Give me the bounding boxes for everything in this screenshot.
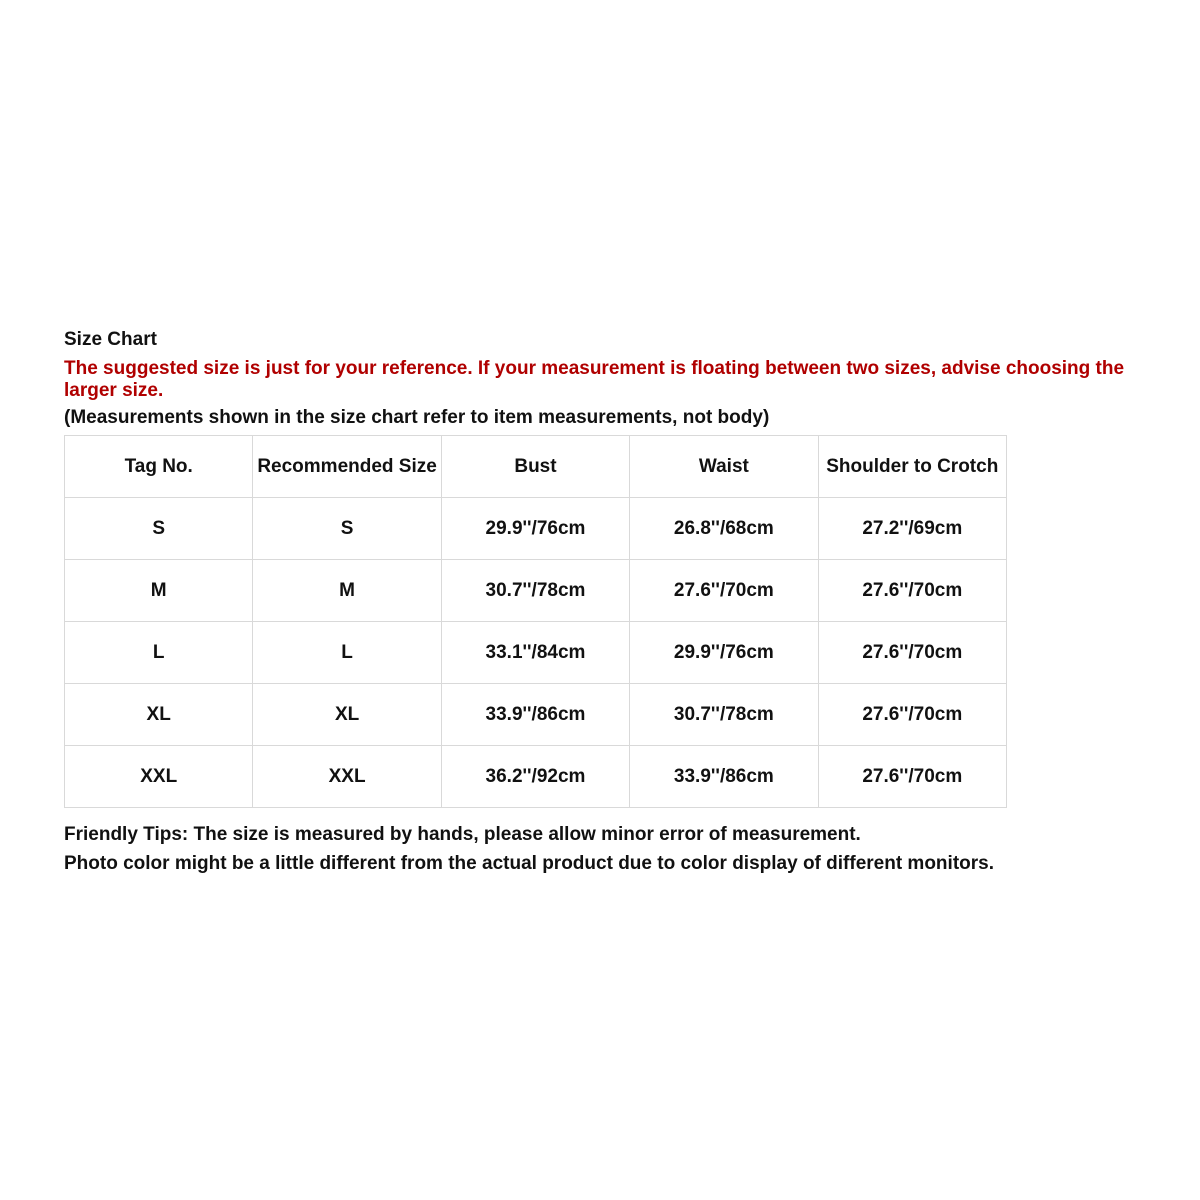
size-table (64, 435, 1007, 808)
cell-shoulder-to-crotch: 27.6''/70cm (818, 684, 1006, 746)
table-row (65, 560, 1007, 622)
cell-tag-no: XXL (65, 746, 253, 808)
table-row (65, 498, 1007, 560)
cell-tag-no: S (65, 498, 253, 560)
header-tag-no: Tag No. (65, 436, 253, 498)
tips-line-color: Photo color might be a little different from the actual product due to color display of different monitors. (64, 853, 994, 874)
page-title: Size Chart (64, 329, 157, 350)
cell-tag-no: L (65, 622, 253, 684)
header-waist: Waist (630, 436, 818, 498)
table-row (65, 622, 1007, 684)
header-recommended-size: Recommended Size (253, 436, 441, 498)
cell-recommended-size: XXL (253, 746, 441, 808)
header-shoulder-to-crotch: Shoulder to Crotch (818, 436, 1006, 498)
cell-bust: 30.7''/78cm (441, 560, 629, 622)
cell-recommended-size: L (253, 622, 441, 684)
measurement-note: (Measurements shown in the size chart refer to item measurements, not body) (64, 407, 770, 428)
cell-recommended-size: M (253, 560, 441, 622)
cell-tag-no: M (65, 560, 253, 622)
tips-line-measurement: Friendly Tips: The size is measured by hands, please allow minor error of measurement. (64, 824, 861, 845)
cell-waist: 27.6''/70cm (630, 560, 818, 622)
cell-bust: 33.9''/86cm (441, 684, 629, 746)
cell-tag-no: XL (65, 684, 253, 746)
friendly-tips (64, 820, 1154, 878)
cell-shoulder-to-crotch: 27.6''/70cm (818, 560, 1006, 622)
cell-waist: 30.7''/78cm (630, 684, 818, 746)
size-chart-panel (64, 328, 1154, 878)
cell-shoulder-to-crotch: 27.6''/70cm (818, 622, 1006, 684)
cell-shoulder-to-crotch: 27.6''/70cm (818, 746, 1006, 808)
header-bust: Bust (441, 436, 629, 498)
warning-text: The suggested size is just for your reference. If your measurement is floating between two sizes, advise choosing the larger size. (64, 358, 1125, 401)
cell-waist: 26.8''/68cm (630, 498, 818, 560)
cell-bust: 33.1''/84cm (441, 622, 629, 684)
cell-shoulder-to-crotch: 27.2''/69cm (818, 498, 1006, 560)
cell-waist: 33.9''/86cm (630, 746, 818, 808)
table-header-row (65, 436, 1007, 498)
table-row (65, 684, 1007, 746)
table-row (65, 746, 1007, 808)
cell-waist: 29.9''/76cm (630, 622, 818, 684)
cell-bust: 36.2''/92cm (441, 746, 629, 808)
cell-recommended-size: S (253, 498, 441, 560)
cell-bust: 29.9''/76cm (441, 498, 629, 560)
cell-recommended-size: XL (253, 684, 441, 746)
